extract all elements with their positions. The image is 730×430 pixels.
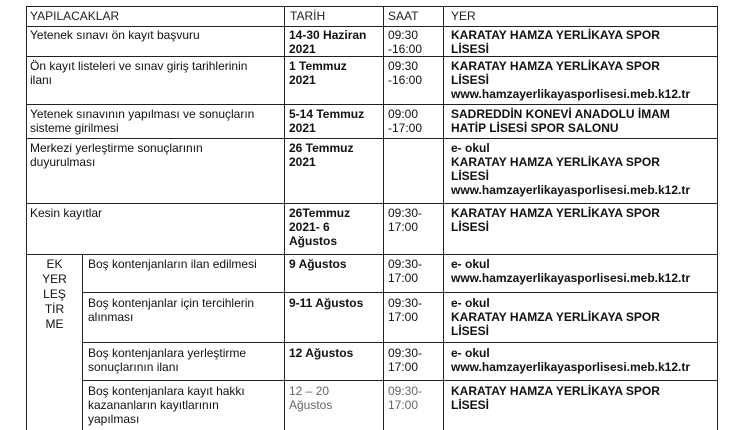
rule-place bbox=[443, 6, 444, 430]
sub-row-2-activity: Boş kontenjanlar için tercihlerin alınması bbox=[88, 296, 255, 324]
sub-row-1-time: 09:30- 17:00 bbox=[388, 257, 423, 285]
row-4-activity: Merkezi yerleştirme sonuçlarının duyurulması bbox=[30, 141, 203, 169]
sub-row-4-place: KARATAY HAMZA YERLİKAYA SPOR LİSESİ bbox=[451, 384, 660, 412]
header-place: YER bbox=[451, 9, 476, 23]
sub-row-1-date: 9 Ağustos bbox=[289, 257, 347, 271]
placement-group-label: EK YER LEŞ TİR ME bbox=[42, 257, 67, 331]
row-4-place: e- okul KARATAY HAMZA YERLİKAYA SPOR LİSESİ www.hamzayerlikayasporlisesi.meb.k12.tr bbox=[451, 141, 691, 197]
row-3-activity: Yetenek sınavının yapılması ve sonuçların sisteme girilmesi bbox=[30, 107, 255, 135]
rule-time bbox=[383, 6, 384, 430]
row-2-time: 09:30 -16:00 bbox=[388, 59, 423, 87]
row-1-place: KARATAY HAMZA YERLİKAYA SPOR LİSESİ bbox=[451, 28, 660, 56]
row-4-date: 26 Temmuz 2021 bbox=[289, 141, 354, 169]
row-1-activity: Yetenek sınavı ön kayıt başvuru bbox=[30, 28, 200, 42]
header-activities: YAPILACAKLAR bbox=[30, 9, 120, 23]
sub-row-2-time: 09:30- 17:00 bbox=[388, 296, 423, 324]
rule-row-3 bbox=[26, 138, 718, 139]
sub-row-2-place: e- okul KARATAY HAMZA YERLİKAYA SPOR LİSESİ bbox=[451, 296, 660, 338]
sub-row-3-date: 12 Ağustos bbox=[289, 346, 354, 360]
rule-row-2 bbox=[26, 104, 718, 105]
row-1-time: 09:30 -16:00 bbox=[388, 28, 423, 56]
row-3-place: SADREDDİN KONEVİ ANADOLU İMAM HATİP LİSESİ SPOR SALONU bbox=[451, 107, 670, 135]
header-date: TARİH bbox=[290, 9, 326, 23]
rule-sub-2 bbox=[82, 342, 718, 343]
rule-top bbox=[26, 6, 718, 7]
rule-header bbox=[26, 26, 718, 27]
header-time: SAAT bbox=[388, 9, 419, 23]
row-5-activity: Kesin kayıtlar bbox=[30, 206, 103, 220]
rule-row-5 bbox=[26, 254, 718, 255]
sub-row-3-activity: Boş kontenjanlara yerleştirme sonuçlarının ilanı bbox=[88, 346, 247, 374]
sub-row-4-date: 12 – 20 Ağustos bbox=[289, 384, 333, 412]
row-5-time: 09:30- 17:00 bbox=[388, 206, 423, 234]
sub-row-3-time: 09:30- 17:00 bbox=[388, 346, 423, 374]
sub-row-4-time: 09:30- 17:00 bbox=[388, 384, 423, 412]
row-5-date: 26Temmuz 2021- 6 Ağustos bbox=[289, 206, 351, 248]
row-2-activity: Ön kayıt listeleri ve sınav giriş tarihlerinin ilanı bbox=[30, 59, 248, 87]
row-3-time: 09:00 -17:00 bbox=[388, 107, 423, 135]
rule-left bbox=[26, 6, 27, 430]
rule-sub-1 bbox=[82, 292, 718, 293]
sub-row-4-activity: Boş kontenjanlara kayıt hakkı kazananların kayıtlarının yapılması bbox=[88, 384, 245, 426]
row-2-place: KARATAY HAMZA YERLİKAYA SPOR LİSESİ www.hamzayerlikayasporlisesi.meb.k12.tr bbox=[451, 59, 691, 101]
rule-right bbox=[717, 6, 718, 430]
row-2-date: 1 Temmuz 2021 bbox=[289, 59, 347, 87]
sub-row-1-place: e- okul www.hamzayerlikayasporlisesi.meb.k12.tr bbox=[451, 257, 691, 285]
rule-row-4 bbox=[26, 203, 718, 204]
sub-row-3-place: e- okul www.hamzayerlikayasporlisesi.meb.k12.tr bbox=[451, 346, 691, 374]
row-3-date: 5-14 Temmuz 2021 bbox=[289, 107, 365, 135]
rule-group bbox=[82, 254, 83, 430]
sub-row-2-date: 9-11 Ağustos bbox=[289, 296, 364, 310]
rule-row-1 bbox=[26, 56, 718, 57]
sub-row-1-activity: Boş kontenjanların ilan edilmesi bbox=[88, 257, 257, 271]
row-1-date: 14-30 Haziran 2021 bbox=[289, 28, 367, 56]
row-5-place: KARATAY HAMZA YERLİKAYA SPOR LİSESİ bbox=[451, 206, 660, 234]
rule-sub-3 bbox=[82, 380, 718, 381]
rule-date bbox=[284, 6, 285, 430]
